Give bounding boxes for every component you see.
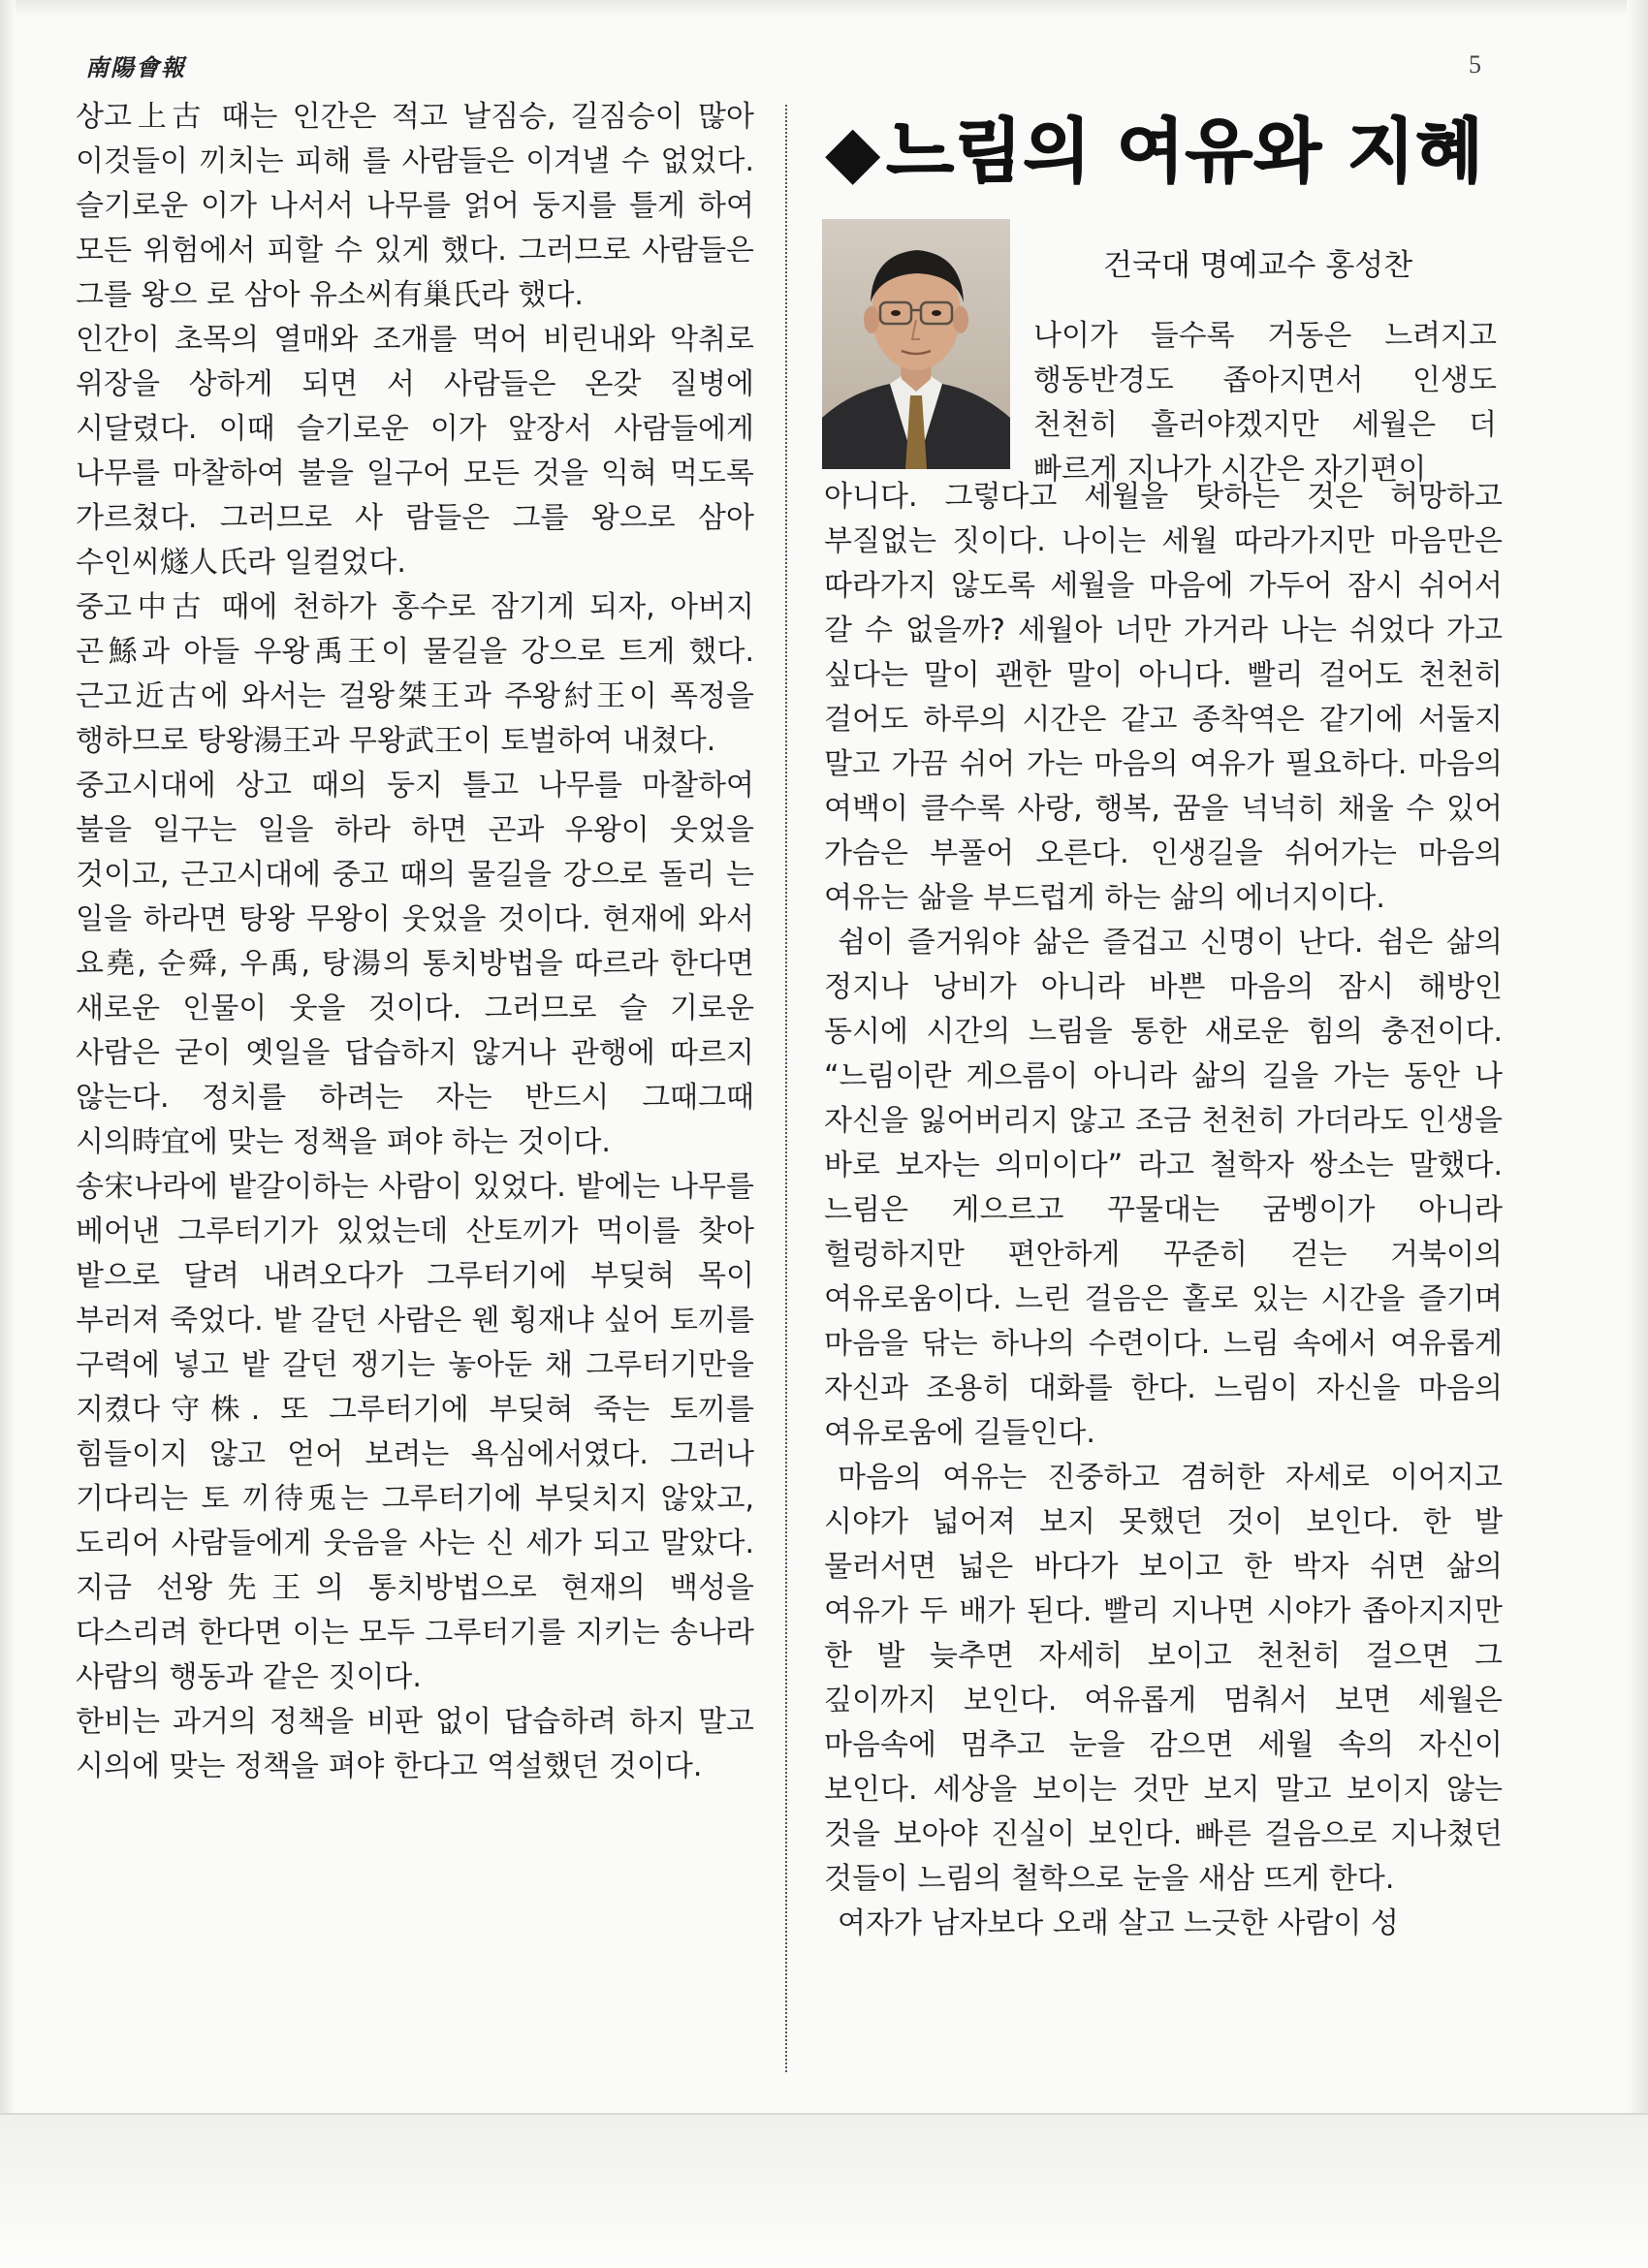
left-paragraph-3: 중고中古 때에 천하가 홍수로 잠기게 되자, 아버지 곤鯀과 아들 우왕禹王이 물길을 강으로 트게 했다. 근고近古에 와서는 걸왕桀王과 주왕紂王이 폭정을 행하므로 탕왕湯王과 무왕武王이 토벌하여 내쳤다. [76,590,754,758]
author-photo [822,219,1010,469]
left-paragraph-1: 상고上古 때는 인간은 적고 날짐승, 길짐승이 많아 이것들이 끼치는 피해 를 사람들은 이겨낼 수 없었다. 슬기로운 이가 나서서 나무를 얽어 둥지를 틀게 하여 모든 위험에서 피할 수 있게 했다. 그러므로 사람들은 그를 왕으 로 삼아 유소씨有巢氏라 했다. [76,100,754,312]
scan-edge-top [0,0,1648,17]
left-paragraph-4: 중고시대에 상고 때의 둥지 틀고 나무를 마찰하여 불을 일구는 일을 하라 하면 곤과 우왕이 웃었을 것이고, 근고시대에 중고 때의 물길을 강으로 돌리 는 일을 하라면 탕왕 무왕이 웃었을 것이다. 현재에 와서 요堯, 순舜, 우禹, 탕湯의 통치방법을 따르라 한다면 새로운 인물이 웃을 것이다. 그러므로 슬 기로운 사람은 굳이 옛일을 답습하지 않거나 관행에 따르지 않는다. 정치를 하려는 자는 반드시 그때그때 시의時宜에 맞는 정책을 펴야 하는 것이다. [76,769,754,1159]
scan-edge-left [0,0,16,2266]
right-paragraph-3: 마음의 여유는 진중하고 겸허한 자세로 이어지고 시야가 넓어져 보지 못했던 것이 보인다. 한 발 물러서면 넓은 바다가 보이고 한 박자 쉬면 삶의 여유가 두 배가 된다. 빨리 지나면 시야가 좁아지지만 한 발 늦추면 자세히 보이고 천천히 걸으면 그 깊이까지 보인다. 여유롭게 멈춰서 보면 세월은 마음속에 멈추고 눈을 감으면 세월 속의 자신이 보인다. 세상을 보이는 것만 보지 말고 보이지 않는 것을 보아야 진실이 보인다. 빠른 걸음으로 지나쳤던 것들이 느림의 철학으로 눈을 새삼 뜨게 한다. [824,1461,1503,1896]
right-column-article [824,475,1503,1946]
left-paragraph-5: 송宋나라에 밭갈이하는 사람이 있었다. 밭에는 나무를 베어낸 그루터기가 있었는데 산토끼가 먹이를 찾아 밭으로 달려 내려오다가 그루터기에 부딪혀 목이 부러져 죽었다. 밭 갈던 사람은 웬 횡재냐 싶어 토끼를 구력에 넣고 밭 갈던 쟁기는 놓아둔 채 그루터기만을 지켰다守株. 또 그루터기에 부딪혀 죽는 토끼를 힘들이지 않고 얻어 보려는 욕심에서였다. 그러나 기다리는 토 끼待兎는 그루터기에 부딪치지 않았고, 도리어 사람들에게 웃음을 사는 신 세가 되고 말았다. 지금 선왕先王의 통치방법으로 현재의 백성을 다스리려 한다면 이는 모두 그루터기를 지키는 송나라 사람의 행동과 같은 짓이다. [76,1170,754,1694]
right-intro-paragraph: 나이가 들수록 거동은 느려지고 행동반경도 좁아지면서 인생도 천천히 흘러야겠지만 세월은 더 빠르게 지나가 시간은 자기편이 [1033,319,1497,487]
masthead: 南陽會報 [85,53,186,81]
scan-edge-right [1627,0,1648,2266]
right-paragraph-2: 쉼이 즐거워야 삶은 즐겁고 신명이 난다. 쉼은 삶의 정지나 낭비가 아니라 바쁜 마음의 잠시 해방인 동시에 시간의 느림을 통한 새로운 힘의 충전이다. “느림이란 게으름이 아니라 삶의 길을 가는 동안 나 자신을 잃어버리지 않고 조금 천천히 가더라도 인생을 바로 보자는 의미이다” 라고 철학자 쌍소는 말했다. 느림은 게으르고 꾸물대는 굼벵이가 아니라 헐렁하지만 편안하게 꾸준히 걷는 거북이의 여유로움이다. 느린 걸음은 홀로 있는 시간을 즐기며 마음을 닦는 하나의 수련이다. 느림 속에서 여유롭게 자신과 조용히 대화를 한다. 느림이 자신을 마음의 여유로움에 길들인다. [824,926,1503,1450]
author-byline: 건국대 명예교수 홍성찬 [1103,248,1413,283]
left-paragraph-2: 인간이 초목의 열매와 조개를 먹어 비린내와 악취로 위장을 상하게 되면 서 사람들은 온갖 질병에 시달렸다. 이때 슬기로운 이가 앞장서 사람들에게 나무를 마찰하여 불을 일구어 모든 것을 익혀 먹도록 가르쳤다. 그러므로 사 람들은 그를 왕으로 삼아 수인씨燧人氏라 일컬었다. [76,323,754,580]
article-title-text: 느림의 여유와 지혜 [886,110,1484,192]
right-paragraph-4: 여자가 남자보다 오래 살고 느긋한 사람이 성 [838,1906,1399,1940]
right-paragraph-1: 아니다. 그렇다고 세월을 탓하는 것은 허망하고 부질없는 짓이다. 나이는 세월 따라가지만 마음만은 따라가지 않도록 세월을 마음에 가두어 잠시 쉬어서 갈 수 없을까? 세월아 너만 가거라 나는 쉬었다 가고 싶다는 말이 괜한 말이 아니다. 빨리 걸어도 천천히 걸어도 하루의 시간은 같고 종착역은 같기에 서둘지 말고 가끔 쉬어 가는 마음의 여유가 필요하다. 마음의 여백이 클수록 사랑, 행복, 꿈을 넉넉히 채울 수 있어 가슴은 부풀어 오른다. 인생길을 쉬어가는 마음의 여유는 삶을 부드럽게 하는 삶의 에너지이다. [824,480,1503,915]
left-column-article [76,95,754,1789]
article-title [826,105,1505,198]
right-intro-block [1033,314,1497,492]
page-number: 5 [1469,50,1481,79]
scan-edge-bottom [0,2113,1648,2268]
left-paragraph-6: 한비는 과거의 정책을 비판 없이 답습하려 하지 말고 시의에 맞는 정책을 펴야 한다고 역설했던 것이다. [76,1705,754,1783]
column-divider [785,105,787,2072]
author-portrait-image [822,219,1010,469]
diamond-bullet-icon: ◆ [826,110,881,192]
